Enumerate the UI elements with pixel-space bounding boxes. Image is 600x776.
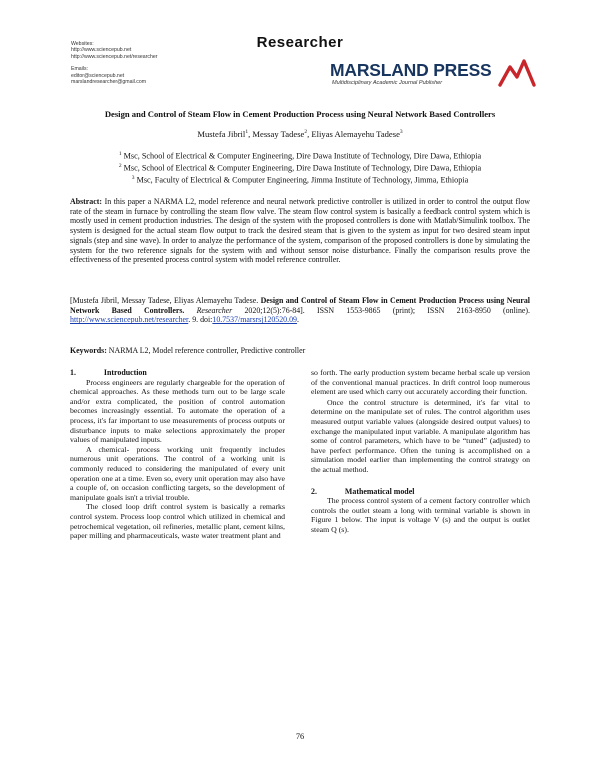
abstract-label: Abstract: [70, 197, 102, 206]
section-number: 1. [70, 368, 76, 377]
section-heading-mathematical-model [311, 487, 530, 497]
affiliation-text: Msc, School of Electrical & Computer Engineering, Dire Dawa Institute of Technology, Dire Dawa, Ethiopia [121, 163, 482, 173]
affiliation-sup: 1 [118, 151, 122, 157]
section-heading-introduction [70, 368, 285, 378]
citation-end: . [296, 315, 299, 325]
body-paragraph: The process control system of a cement factory controller which controls the outlet steam a long with terminal variable is shown in Figure 1 below. The input is voltage V (s) and the output is outlet steam Q (s). [311, 496, 530, 534]
author-sup: 2 [304, 129, 308, 136]
affiliation [40, 175, 560, 185]
author-sup: 3 [399, 129, 403, 136]
publisher-name: MARSLAND PRESS [330, 60, 492, 80]
body-paragraph: A chemical- process working unit frequently includes numerous unit operations. The control of a working unit is commonly reduced to considering the manipulated of every unit operation one at a time. Even so, every unit operation may also have a couple of, on occasion conflicting targets, so the development of manipulate goals isn't a trivial trouble. [70, 444, 285, 502]
journal-name: Researcher [256, 34, 344, 51]
body-paragraph: Process engineers are regularly chargeable for the operation of chemical approaches. As these methods turn out to be large scale and/or extra complicated, the position of control automation becomes increasingly essential. To automate the operation of a process, it's far important to use measurements of process outputs or disturbance inputs to make selections approximately the proper values of manipulated inputs. [70, 377, 285, 445]
section-title: Mathematical model [344, 486, 415, 496]
page-number: 76 [295, 732, 305, 741]
citation [70, 296, 530, 325]
author-list: Mustefa Jibril$^1$, Messay Tadese$^2$, Eliyas Alemayehu Tadese$^3$ [197, 129, 403, 139]
citation-journal: Researcher [184, 305, 233, 315]
author-sup: 1 [245, 129, 249, 136]
citation-doi-prefix: . 9. doi: [188, 315, 213, 325]
affiliation-sup: 2 [118, 163, 122, 169]
left-column [70, 368, 285, 541]
publisher-logo [330, 55, 540, 95]
mountain-logo-icon [498, 55, 536, 89]
author-name: Mustefa Jibril [197, 129, 246, 139]
citation-doi-link[interactable]: 10.7537/marsrsj120520.09 [212, 315, 297, 325]
affiliation-text: Msc, Faculty of Electrical & Computer Engineering, Jimma Institute of Technology, Jimma, Ethiopia [134, 175, 469, 185]
citation-title: Design and Control of Steam Flow in Cement Production Process using Neural Network Based Controllers. [70, 296, 530, 315]
author-name: Eliyas Alemayehu Tadese [311, 129, 400, 139]
citation-details: 2020;12(5):76-84]. ISSN 1553-9865 (print); ISSN 2163-8950 (online). [232, 305, 530, 315]
section-number: 2. [311, 486, 317, 496]
abstract [70, 197, 530, 265]
emails-label: Emails: [71, 66, 89, 73]
website-label: Websites: [71, 41, 94, 47]
affiliation-text: Msc, School of Electrical & Computer Engineering, Dire Dawa Institute of Technology, Dire Dawa, Ethiopia [121, 151, 482, 161]
author-name: Messay Tadese [252, 129, 305, 139]
affiliation [40, 151, 560, 161]
keywords-label: Keywords: [70, 346, 107, 355]
email-link-1[interactable]: editor@sciencepub.net [71, 72, 125, 79]
section-title: Introduction [103, 368, 147, 377]
article-title: Design and Control of Steam Flow in Cement Production Process using Neural Network Based Controllers [104, 109, 496, 119]
affiliation [40, 163, 560, 173]
publisher-tagline: Multidisciplinary Academic Journal Publisher [332, 80, 443, 86]
body-paragraph: Once the control structure is determined, it's far vital to determine on the manipulate set of rules. The control algorithm uses measured output variable values (alongside desired output values) to exchange the manipulated input variable. A manipulate algorithm has some of control parameters, which have to be “tuned” (adjusted) to have perfect performance. Often the tuning is accomplished on a simulation model earlier than implementing the control strategy on the actual method. [311, 397, 530, 474]
keywords-text: NARMA L2, Model reference controller, Predictive controller [106, 346, 306, 355]
citation-url-link[interactable]: http://www.sciencepub.net/researcher [70, 315, 189, 325]
right-column [311, 368, 530, 535]
body-paragraph: so forth. The early production system became herbal scale up version of the conventional manual practices. In drift control loop numerous element are used which carry out accurately according their function. [311, 368, 530, 397]
affiliation-sup: 3 [131, 175, 135, 181]
website-link-2[interactable]: http://www.sciencepub.net/researcher [71, 53, 158, 60]
website-link-1[interactable]: http://www.sciencepub.net [71, 47, 132, 54]
keywords [70, 346, 530, 355]
citation-authors: [Mustefa Jibril, Messay Tadese, Eliyas Alemayehu Tadese. [70, 296, 261, 305]
abstract-text: In this paper a NARMA L2, model reference and neural network predictive controller is utilized in order to control the output flow rate of the steam in furnace by controlling the steam flow valve. The steam flow control system is basically a feedback control system which is mostly used in cement production industries. The design of the system with the proposed controllers is done with Matlab/Simulink toolbox. The system is designed for the actual steam flow output to track the desired steam that is given to the system as input for two desired steam input signals (step and sine wave). In order to analyze the performance of the system, comparison of the proposed controllers is done by simulating the system for the two reference signals for the system with and without sensor noise disturbance. Finally the comparison results prove the effectiveness of the presented process control system with model reference controller. [70, 197, 530, 265]
body-paragraph: The closed loop drift control system is basically a remarks control system. Process loop control which utilized in chemical and petrochemical vegetation, oil refineries, metallic plant, cement kilns, paper milling and pharmaceuticals, waste water treatment plant and [70, 502, 285, 541]
email-link-2[interactable]: marslandresearcher@gmail.com [71, 79, 147, 86]
